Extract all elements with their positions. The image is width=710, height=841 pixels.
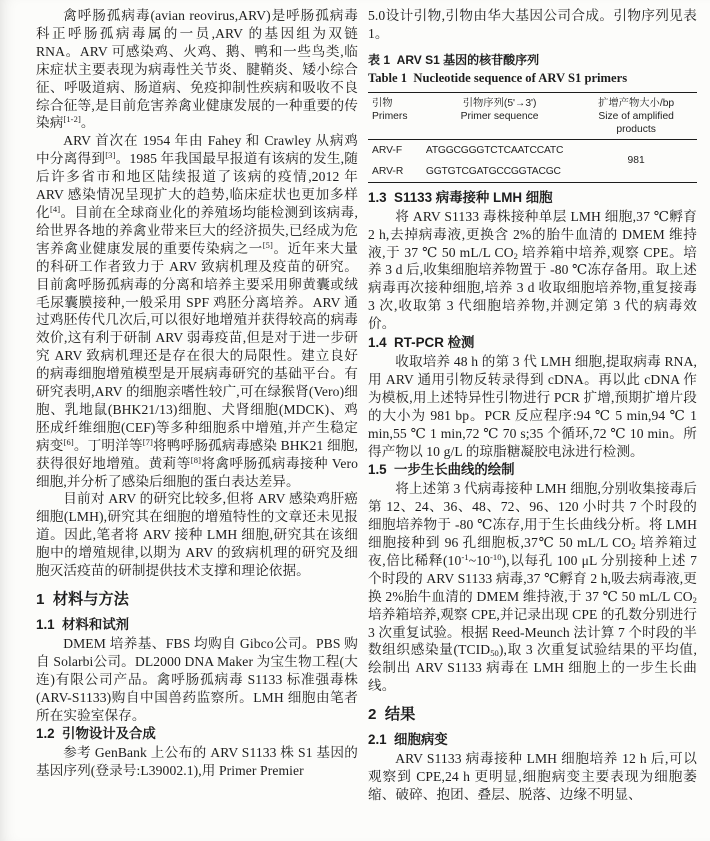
header-primers-zh: 引物 (372, 97, 393, 109)
left-column (36, 7, 358, 780)
primer-table (368, 92, 697, 183)
section-1-2-heading: 1.2 引物设计及合成 (36, 726, 156, 742)
table-1 (368, 52, 697, 183)
product-size-cell: 981 (627, 155, 645, 167)
section-1-heading: 1 材料与方法 (36, 591, 129, 608)
right-column (368, 7, 697, 804)
primer-name-cell: ARV-F (372, 144, 403, 156)
section-1-1-heading: 1.1 材料和试剂 (36, 617, 130, 632)
header-sequence-en: Primer sequence (460, 110, 539, 122)
primer-design-continued-paragraph: 5.0设计引物,引物由华大基因公司合成。引物序列见表 1。 (368, 8, 697, 41)
table-1-caption-en: Table 1 Nucleotide sequence of ARV S1 primers (368, 70, 628, 85)
section-1-4-heading: 1.4 RT-PCR 检测 (368, 335, 475, 351)
growth-curve-paragraph: 将上述第 3 代病毒接种 LMH 细胞,分别收集接毒后第 12、24、36、48、72、96、120 小时共 7 个时段的细胞培养物于 -80 ℃冻存,用于生长曲线分析。将 LMH 细胞接种到 96 孔细胞板,37℃ 50 mL/L $CO_2$ 培养箱过夜,倍比稀释$(10^{-1}\sim 10^{-10})$,以每孔 100 μL 分别接种上述 7 个时段的 ARV S1133 病毒,37 ℃孵育 2 h,吸去病毒液,更换 2%胎牛血清的 DMEM 维持液,于 37 ℃ 50 mL/L $CO_2$ 培养箱培养,观察 CPE,并记录出现 CPE 的孔数分别进行 3 次重复试验。根据 Reed-Meunch 法计算 7 个时段的半数组织感染量$(TCID_{50})$,取 3 次重复试验结果的平均值,绘制出 ARV S1133 病毒在 LMH 细胞上的一步生长曲线。 (368, 481, 697, 694)
table-header-product-size (575, 92, 697, 139)
table-1-caption-zh: 表 1 ARV S1 基因的核苷酸序列 (368, 52, 540, 67)
section-1-5-heading: 1.5 一步生长曲线的绘制 (368, 462, 515, 478)
intro-paragraph-3: 目前对 ARV 的研究比较多,但将 ARV 感染鸡肝癌细胞(LMH),研究其在细胞的增殖特性的文章还未见报道。因此,笔者将 ARV 接种 LMH 细胞,研究其在该细胞中的增殖规律,以期为 ARV 的致病机理的研究及细胞灭活疫苗的研制提供技术支撑和理论依据。 (36, 491, 358, 579)
materials-paragraph: DMEM 培养基、FBS 均购自 Gibco公司。PBS 购自 Solarbi公司。DL2000 DNA Maker 为宝生物工程(大连)有限公司产品。禽呼肠孤病毒 S1133 标准强毒株(ARV-S1133)购自中国兽药监察所。LMH 细胞由笔者所在实验室保存。 (36, 635, 358, 723)
primer-sequence-cell: ATGGCGGGTCTCAATCCATC (425, 144, 564, 156)
header-product-size-en: Size of amplified products (598, 110, 674, 135)
section-1-3-heading: 1.3 S1133 病毒接种 LMH 细胞 (368, 189, 553, 205)
table-header-sequence (424, 92, 575, 139)
intro-paragraph-1: 禽呼肠孤病毒(avian reovirus,ARV)是呼肠孤病毒科正呼肠孤病毒属的一员,ARV 的基因组为双链 RNA。ARV 可感染鸡、火鸡、鹅、鸭和一些鸟类,临床症状主要表现为病毒性关节炎、腱鞘炎、矮小综合征、呼吸道病、肠道病、免疫抑制性疾病和吸收不良综合征等,是目前危害养禽业健康发展的一种重要的传染病[1-2]。 (36, 8, 358, 131)
section-2-heading: 2 结果 (368, 706, 416, 724)
primer-name-cell: ARV-R (372, 165, 404, 177)
header-primers-en: Primers (372, 110, 408, 122)
table-header-row (368, 92, 697, 139)
table-header-primers (368, 92, 424, 139)
intro-paragraph-2: ARV 首次在 1954 年由 Fahey 和 Crawley 从病鸡中分离得到[3]。1985 年我国最早报道有该病的发生,随后许多省市和地区陆续报道了该病的疫情,2012 年 ARV 感染情况呈现扩大的趋势,临床症状也更加多样化[4]。目前在全球商业化的养殖场均能检测到该病毒,给世界各地的养禽业带来巨大的经济损失,已经成为危害养禽业健康发展的重要传染病之一[5]。近年来大量的科研工作者致力于 ARV 致病机理及疫苗的研究。目前禽呼肠孤病毒的分离和培养主要采用卵黄囊或绒毛尿囊膜接种,一般采用 SPF 鸡胚分离培养。ARV 通过鸡胚传代几次后,可以很好地增殖并获得较高的病毒效价,这有利于研制 ARV 弱毒疫苗,但是对于进一步研究 ARV 致病机理还是存在很大的局限性。建立良好的病毒细胞增殖模型是开展病毒研究的基础平台。有研究表明,ARV 的细胞亲嗜性较广,可在绿猴肾(Vero)细胞、乳地鼠(BHK21/13)细胞、犬肾细胞(MDCK)、鸡胚成纤维细胞(CEF)等多种细胞系中增殖,并产生稳定病变[6]。丁明洋等[7]将鸭呼肠孤病毒感染 BHK21 细胞,获得很好地增殖。黄莉等[8]将禽呼肠孤病毒接种 Vero 细胞,并分析了感染后细胞的蛋白表达差异。 (36, 133, 359, 489)
cpe-paragraph: ARV S1133 病毒接种 LMH 细胞培养 12 h 后,可以观察到 CPE,24 h 更明显,细胞病变主要表现为细胞萎缩、破碎、抱团、叠层、脱落、边缘不明显、 (368, 751, 697, 802)
primer-design-paragraph: 参考 GenBank 上公布的 ARV S1133 株 S1 基因的基因序列(登录号:L39002.1),用 Primer Premier (36, 745, 358, 779)
header-product-size-zh: 扩增产物大小/bp (598, 97, 675, 109)
table-row (368, 139, 697, 161)
primer-sequence-cell: GGTGTCGATGCCGGTACGC (425, 165, 561, 177)
section-2-1-heading: 2.1 细胞病变 (368, 732, 448, 748)
header-sequence-zh: 引物序列(5'→3') (462, 97, 537, 109)
rtpcr-paragraph: 收取培养 48 h 的第 3 代 LMH 细胞,提取病毒 RNA,用 ARV 通用引物反转录得到 cDNA。再以此 cDNA 作为模板,用上述特异性引物进行 PCR 扩增,预期扩增片段的大小为 981 bp。PCR 反应程序:94 ℃ 5 min,94 ℃ 1 min,55 ℃ 1 min,72 ℃ 70 s;35 个循环,72 ℃ 10 min。所得产物以 10 g/L 的琼脂糖凝胶电泳进行检测。 (368, 353, 697, 459)
inoculation-paragraph: 将 ARV S1133 毒株接种单层 LMH 细胞,37 ℃孵育 2 h,去掉病毒液,更换含 2%的胎牛血清的 DMEM 维持液,于 37 ℃ 50 mL/L $CO_2$ 培养箱中培养,观察 CPE。培养 3 d 后,收集细胞培养物置于 -80 ℃冻存备用。取上述病毒再次接种细胞,培养 3 d 收取细胞培养物,重复接毒 3 次,收取第 3 代细胞培养物,并测定第 3 代的病毒效价。 (368, 208, 697, 332)
